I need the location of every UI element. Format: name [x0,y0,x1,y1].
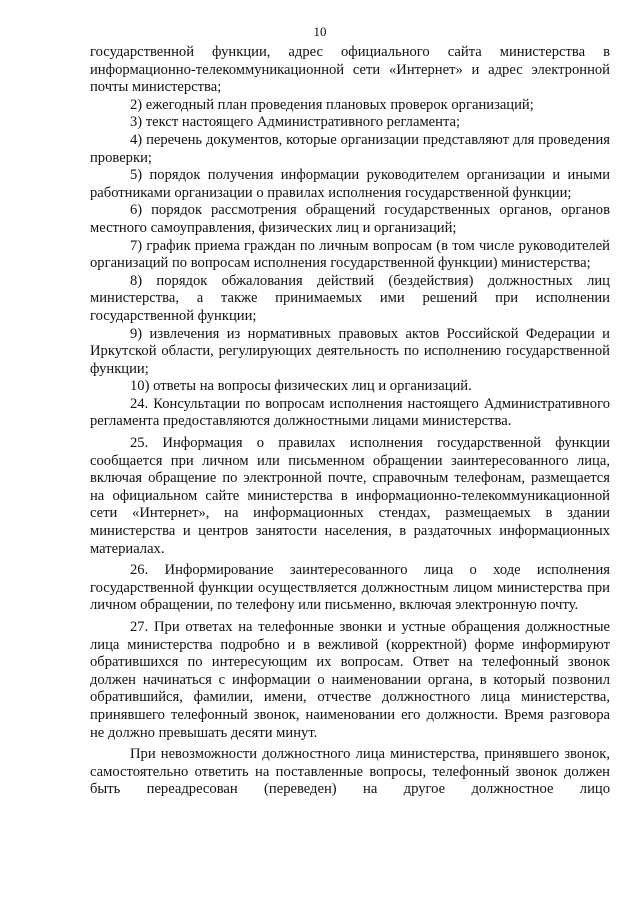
paragraph-continuation: государственной функции, адрес официального сайта министерства в информационно-телекоммуникационной сети «Интернет» и адрес электронной почты министерства; [90,44,610,96]
clause-25: 25. Информация о правилах исполнения государственной функции сообщается при личном или письменном обращении заинтересованного лица, включая обращение по электронной почте, справочным телефонам, размещается на официальном сайте министерства в информационно-телекоммуникационной сети «Интернет», на информационных стендах, размещаемых в здании министерства и центров занятости населения, в раздаточных информационных материалах. [90,435,610,557]
paragraph-phone-redirect: При невозможности должностного лица министерства, принявшего звонок, самостоятельно ответить на поставленные вопросы, телефонный звонок должен быть переадресован (переведен) на другое должностное лицо [90,746,610,798]
list-item-2: 2) ежегодный план проведения плановых проверок организаций; [130,96,534,113]
document-body [90,44,610,799]
list-item-7: 7) график приема граждан по личным вопросам (в том числе руководителей организаций по вопросам исполнения государственной функции) министерства; [90,237,610,272]
list-item-6: 6) порядок рассмотрения обращений государственных органов, органов местного самоуправления, физических лиц и организаций; [90,202,610,236]
clause-26: 26. Информирование заинтересованного лица о ходе исполнения государственной функции осуществляется должностным лицом министерства при личном обращении, по телефону или письменно, включая электронную почту. [90,562,610,614]
page-number: 10 [313,24,327,39]
list-item-8: 8) порядок обжалования действий (бездействия) должностных лиц министерства, а также принимаемых ими решений при исполнении государственной функции; [90,272,610,324]
clause-24: 24. Консультации по вопросам исполнения настоящего Административного регламента предоставляются должностными лицами министерства. [90,395,610,430]
list-item-5: 5) порядок получения информации руководителем организации и иными работниками организации о правилах исполнения государственной функции; [90,167,610,201]
clause-27: 27. При ответах на телефонные звонки и устные обращения должностные лица министерства подробно и в вежливой (корректной) форме информируют обратившихся по интересующим их вопросам. Ответ на телефонный звонок должен начинаться с информации о наименовании органа, в который позвонил обратившийся, фамилии, имени, отчестве должностного лица министерства, принявшего телефонный звонок, наименовании его должности. Время разговора не должно превышать десяти минут. [90,619,610,741]
list-item-9: 9) извлечения из нормативных правовых актов Российской Федерации и Иркутской области, регулирующих деятельность по исполнению государственной функции; [90,325,610,377]
list-item-4: 4) перечень документов, которые организации представляют для проведения проверки; [90,131,610,166]
list-item-10: 10) ответы на вопросы физических лиц и организаций. [130,378,472,395]
list-item-3: 3) текст настоящего Административного регламента; [130,114,461,131]
